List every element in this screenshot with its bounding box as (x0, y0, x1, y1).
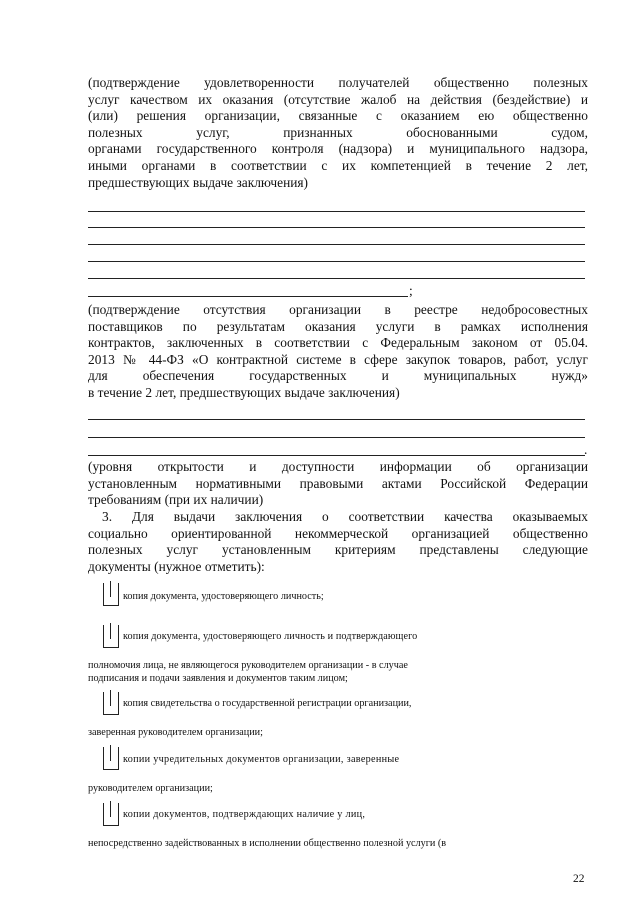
fill-line (88, 227, 585, 228)
text-line: (уровня открытости и доступности информации об организации (88, 459, 588, 474)
text-line: (или) решения организации, связанные с оказанием ею общественно (88, 108, 588, 124)
document-label-continued: полномочия лица, не являющегося руководителем организации - в случае (88, 660, 408, 671)
document-label: копия документа, удостоверяющего личность и подтверждающего (123, 631, 418, 642)
document-checkbox[interactable] (103, 692, 119, 715)
text-line: 2013 № 44-ФЗ «О контрактной системе в сфере закупок товаров, работ, услуг (88, 351, 588, 367)
section-1-text (88, 75, 588, 191)
fill-line (88, 278, 585, 279)
document-label: копия свидетельства о государственной регистрации организации, (123, 698, 412, 709)
text-line: документы (нужное отметить): (88, 558, 265, 574)
page-number: 22 (573, 873, 585, 885)
fill-line (88, 455, 585, 456)
document-label-continued: руководителем организации; (88, 783, 213, 794)
document-label-continued: непосредственно задействованных в исполнении общественно полезной услуги (в (88, 838, 447, 849)
document-label: копии учредительных документов организации, заверенные (123, 754, 400, 765)
text-line: предшествующих выдаче заключения) (88, 174, 309, 190)
section-2-text (88, 302, 588, 402)
text-line: требованиям (при их наличии) (88, 492, 264, 508)
section-3-text (88, 459, 588, 509)
text-line: для обеспечения государственных и муниципальных нужд» (88, 368, 588, 384)
document-checkbox[interactable] (103, 803, 119, 826)
fill-line (88, 437, 585, 438)
fill-line (88, 261, 585, 262)
text-line: полезных услуг, признанных обоснованными судом, (88, 124, 588, 140)
scan-mark: ' (523, 0, 525, 7)
period: . (584, 442, 588, 457)
text-line: социально ориентированной некоммерческой организацией общественно (88, 525, 588, 541)
text-line: контрактов, заключенных в соответствии с Федеральным законом от 05.04. (88, 335, 588, 351)
text-line: поставщиков по результатам оказания услуги в рамках исполнения (88, 318, 588, 334)
text-line: полезных услуг установленным критериям представлены следующие (88, 542, 588, 558)
document-label: копии документов, подтверждающих наличие у лиц, (123, 809, 366, 820)
document-label: копия документа, удостоверяющего личность; (123, 591, 324, 602)
semicolon: ; (409, 283, 413, 298)
fill-line (88, 211, 585, 212)
fill-line (88, 419, 585, 420)
document-checkbox[interactable] (103, 625, 119, 648)
document-checkbox[interactable] (103, 747, 119, 770)
text-line: услуг качеством их оказания (отсутствие жалоб на действия (бездействие) и (88, 91, 588, 107)
document-label-continued: заверенная руководителем организации; (88, 727, 263, 738)
text-line: иными органами в соответствии с их компетенцией в течение 2 лет, (88, 157, 588, 173)
document-checkbox[interactable] (103, 583, 119, 606)
item-3-text (88, 509, 588, 575)
text-line: органами государственного контроля (надзора) и муниципального надзора, (88, 141, 588, 157)
text-line: 3. Для выдачи заключения о соответствии качества оказываемых (102, 509, 588, 524)
text-line: (подтверждение удовлетворенности получателей общественно полезных (88, 75, 588, 90)
text-line: в течение 2 лет, предшествующих выдаче заключения) (88, 384, 400, 400)
text-line: (подтверждение отсутствия организации в реестре недобросовестных (88, 302, 588, 317)
fill-line (88, 296, 408, 297)
document-label-continued: подписания и подачи заявления и документов таким лицом; (88, 673, 348, 684)
text-line: установленным нормативными правовыми актами Российской Федерации (88, 475, 588, 491)
fill-line (88, 244, 585, 245)
